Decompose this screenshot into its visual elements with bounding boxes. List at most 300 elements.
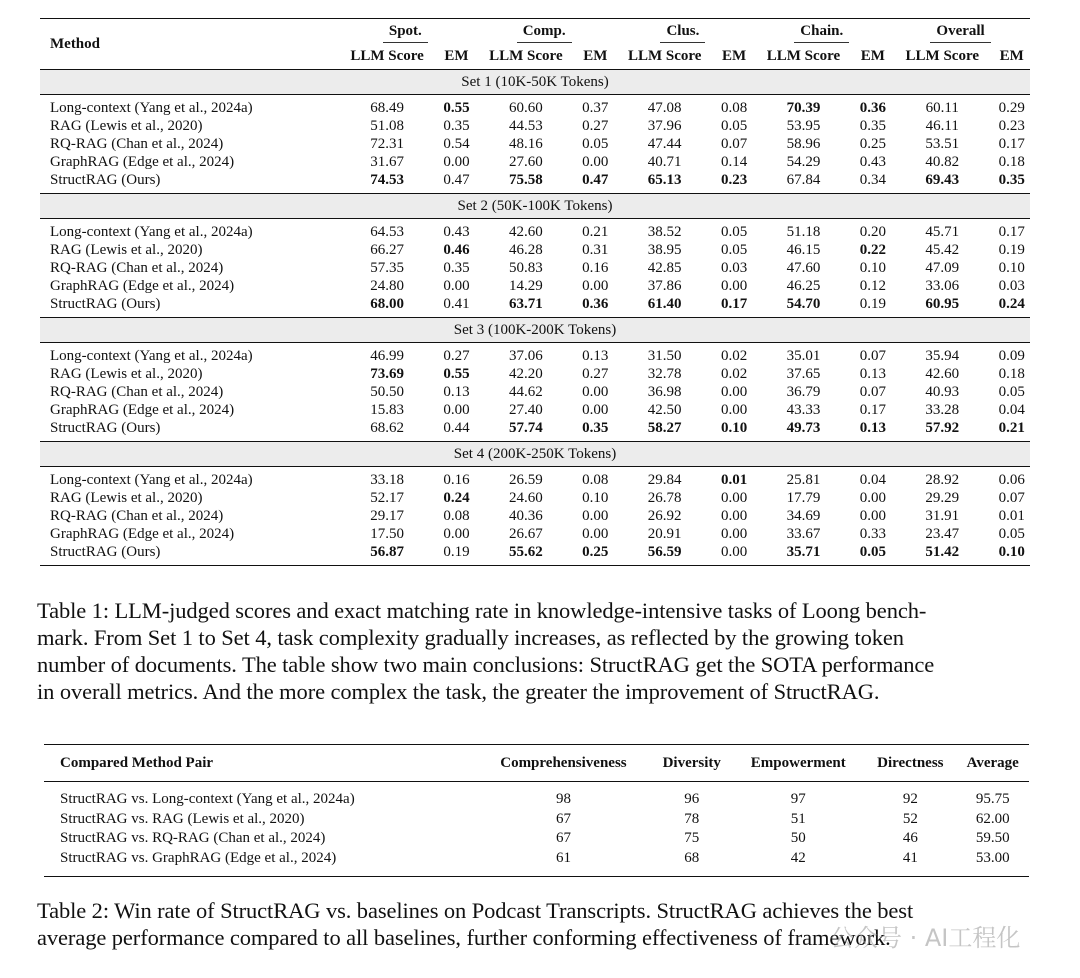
method-cell: StructRAG (Ours): [50, 296, 161, 312]
spacer-row: [44, 868, 1029, 877]
score-cell: 51.08: [370, 118, 404, 134]
score-cell: 58.27: [647, 420, 682, 436]
set-label: Set 1 (10K-50K Tokens): [40, 70, 1030, 95]
caption-line: Table 1: LLM-judged scores and exact matching rate in knowledge-intensive tasks of Loong bench-: [37, 598, 927, 623]
score-cell: 35.94: [925, 348, 960, 364]
score-cell: 50.50: [370, 384, 404, 400]
score-cell: 38.95: [647, 242, 682, 258]
score-cell: 0.00: [582, 402, 609, 418]
score-cell: 54.29: [786, 154, 821, 170]
score-cell: 0.13: [859, 420, 886, 436]
score-cell: 42.50: [647, 402, 682, 418]
score-cell: 26.78: [647, 490, 682, 506]
score-cell: 0.33: [859, 526, 886, 542]
score-cell: 44.62: [509, 384, 543, 400]
score-cell: 38.52: [647, 224, 682, 240]
score-cell: 32.78: [647, 366, 682, 382]
method-header: Method: [40, 19, 336, 70]
header-comprehensiveness: Comprehensiveness: [500, 754, 627, 771]
score-cell: 0.03: [720, 260, 748, 276]
score-cell: 33.28: [925, 402, 960, 418]
method-cell: Long-context (Yang et al., 2024a): [50, 100, 253, 116]
method-cell: RAG (Lewis et al., 2020): [50, 490, 203, 506]
table1-body: [40, 70, 1030, 566]
method-cell: GraphRAG (Edge et al., 2024): [50, 402, 235, 418]
sub-header-em: EM: [860, 48, 885, 64]
score-cell: 33.18: [370, 472, 404, 488]
score-cell: 47.08: [647, 100, 682, 116]
score-cell: 0.37: [582, 100, 609, 116]
method-cell: Long-context (Yang et al., 2024a): [50, 224, 253, 240]
score-cell: 0.00: [720, 526, 748, 542]
score-cell: 40.36: [509, 508, 543, 524]
score-cell: 0.44: [443, 420, 470, 436]
score-cell: 0.00: [720, 384, 748, 400]
table-row: [40, 525, 1030, 543]
score-cell: 31.67: [370, 154, 404, 170]
score-cell: 46.25: [786, 278, 821, 294]
table-row: [40, 135, 1030, 153]
score-cell: 69.43: [925, 172, 960, 188]
win-rate-cell: 61: [555, 849, 571, 866]
score-cell: 0.46: [443, 242, 470, 258]
score-cell: 37.86: [647, 278, 682, 294]
score-cell: 0.34: [859, 172, 886, 188]
score-cell: 0.19: [443, 544, 470, 560]
score-cell: 57.35: [370, 260, 404, 276]
win-rate-cell: 46: [902, 830, 918, 846]
score-cell: 47.44: [647, 136, 682, 152]
score-cell: 42.85: [647, 260, 682, 276]
win-rate-cell: 50: [790, 830, 806, 846]
set-row: [40, 442, 1030, 467]
score-cell: 31.50: [647, 348, 682, 364]
header-average: Average: [966, 754, 1019, 771]
score-cell: 53.51: [925, 136, 960, 152]
score-cell: 0.07: [720, 136, 748, 152]
set-row: [40, 194, 1030, 219]
score-cell: 0.00: [582, 278, 609, 294]
score-cell: 0.16: [443, 472, 470, 488]
sub-header-em: EM: [444, 48, 469, 64]
score-cell: 0.47: [582, 172, 609, 188]
table-row: [40, 277, 1030, 295]
score-cell: 46.11: [925, 118, 959, 134]
group-header-spot: Spot.: [336, 19, 475, 44]
set-row: [40, 70, 1030, 95]
score-cell: 0.14: [720, 154, 748, 170]
method-pair-cell: StructRAG vs. Long-context (Yang et al., 2024a): [60, 791, 355, 807]
score-cell: 0.00: [720, 278, 748, 294]
score-cell: 74.53: [370, 172, 404, 188]
score-cell: 0.05: [998, 526, 1025, 542]
score-cell: 0.35: [443, 260, 470, 276]
score-cell: 0.02: [720, 366, 748, 382]
table-row: [40, 383, 1030, 401]
score-cell: 51.18: [786, 224, 821, 240]
score-cell: 42.60: [509, 224, 543, 240]
score-cell: 0.55: [443, 366, 470, 382]
win-rate-cell: 97: [790, 791, 806, 807]
score-cell: 0.00: [582, 526, 609, 542]
table-row: [40, 295, 1030, 313]
win-rate-cell: 51: [790, 810, 806, 827]
score-cell: 46.28: [509, 242, 543, 258]
group-header-overall: Overall: [891, 19, 1030, 44]
caption-line: in overall metrics. And the more complex the task, the greater the improvement of StructRAG.: [37, 679, 880, 704]
score-cell: 51.42: [925, 544, 960, 560]
win-rate-cell: 67: [555, 830, 571, 846]
caption-line: Table 2: Win rate of StructRAG vs. baselines on Podcast Transcripts. StructRAG achieves the best: [37, 898, 914, 923]
score-cell: 0.36: [859, 100, 886, 116]
score-cell: 0.00: [443, 154, 470, 170]
spacer-cell: [44, 782, 1029, 791]
caption-line: number of documents. The table show two main conclusions: StructRAG get the SOTA performance: [37, 652, 935, 677]
method-cell: StructRAG (Ours): [50, 420, 161, 436]
score-cell: 0.55: [443, 100, 470, 116]
score-cell: 27.40: [509, 402, 543, 418]
method-cell: RAG (Lewis et al., 2020): [50, 366, 203, 382]
score-cell: 47.60: [786, 260, 821, 276]
score-cell: 0.41: [443, 296, 470, 312]
sub-header-llm-score: LLM Score: [489, 48, 563, 64]
score-cell: 0.47: [443, 172, 470, 188]
method-cell: Long-context (Yang et al., 2024a): [50, 472, 253, 488]
table-row: [40, 171, 1030, 189]
win-rate-cell: 67: [555, 810, 571, 827]
score-cell: 26.59: [509, 472, 543, 488]
score-cell: 37.06: [509, 348, 543, 364]
score-cell: 28.92: [925, 472, 960, 488]
score-cell: 31.91: [925, 508, 960, 524]
table-row: [40, 259, 1030, 277]
score-cell: 0.08: [443, 508, 470, 524]
caption-line: average performance compared to all baselines, further conforming effectiveness of framework.: [37, 925, 891, 950]
table-row: [40, 543, 1030, 561]
score-cell: 0.00: [582, 384, 609, 400]
score-cell: 56.87: [370, 544, 404, 560]
table-row: [44, 810, 1029, 830]
method-pair-cell: StructRAG vs. RAG (Lewis et al., 2020): [60, 810, 305, 827]
method-cell: Long-context (Yang et al., 2024a): [50, 348, 253, 364]
score-cell: 0.20: [859, 224, 886, 240]
score-cell: 57.92: [925, 420, 960, 436]
score-cell: 23.47: [925, 526, 960, 542]
score-cell: 0.05: [720, 118, 748, 134]
caption-line: mark. From Set 1 to Set 4, task complexity gradually increases, as reflected by the growing token: [37, 625, 904, 650]
table-row: [44, 849, 1029, 869]
score-cell: 75.58: [509, 172, 543, 188]
score-cell: 0.21: [998, 420, 1025, 436]
score-cell: 0.27: [582, 118, 609, 134]
score-cell: 40.82: [925, 154, 960, 170]
win-rate-cell: 92: [902, 791, 918, 807]
score-cell: 33.06: [925, 278, 960, 294]
score-cell: 72.31: [370, 136, 404, 152]
score-cell: 24.60: [509, 490, 543, 506]
score-cell: 68.00: [370, 296, 404, 312]
group-header-clus: Clus.: [614, 19, 753, 44]
method-pair-cell: StructRAG vs. RQ-RAG (Chan et al., 2024): [60, 830, 326, 846]
score-cell: 66.27: [370, 242, 404, 258]
score-cell: 26.92: [647, 508, 682, 524]
score-cell: 37.96: [647, 118, 682, 134]
sub-header-llm-score: LLM Score: [350, 48, 424, 64]
win-rate-cell: 68: [684, 849, 700, 866]
method-cell: GraphRAG (Edge et al., 2024): [50, 278, 235, 294]
score-cell: 64.53: [370, 224, 404, 240]
method-cell: StructRAG (Ours): [50, 544, 161, 560]
score-cell: 0.00: [582, 508, 609, 524]
table1-group-header-row: [40, 19, 1030, 44]
score-cell: 0.21: [582, 224, 609, 240]
score-cell: 0.00: [720, 490, 748, 506]
watermark: 公众号 · AI工程化: [830, 924, 1021, 952]
score-cell: 36.79: [786, 384, 821, 400]
score-cell: 0.00: [443, 526, 470, 542]
score-cell: 0.00: [582, 154, 609, 170]
score-cell: 0.19: [998, 242, 1025, 258]
score-cell: 0.06: [998, 472, 1025, 488]
header-empowerment: Empowerment: [750, 754, 846, 771]
score-cell: 0.17: [859, 402, 886, 418]
win-rate-cell: 96: [684, 791, 700, 807]
win-rate-cell: 59.50: [975, 830, 1010, 846]
score-cell: 29.29: [925, 490, 960, 506]
score-cell: 0.54: [443, 136, 470, 152]
score-cell: 0.10: [998, 544, 1025, 560]
score-cell: 49.73: [786, 420, 821, 436]
score-cell: 20.91: [647, 526, 682, 542]
score-cell: 0.00: [720, 402, 748, 418]
spacer-cell: [40, 561, 1030, 566]
score-cell: 60.60: [509, 100, 543, 116]
header-directness: Directness: [877, 754, 944, 771]
score-cell: 65.13: [647, 172, 682, 188]
table-row: [40, 401, 1030, 419]
score-cell: 0.08: [720, 100, 748, 116]
method-cell: RQ-RAG (Chan et al., 2024): [50, 260, 224, 276]
score-cell: 17.50: [370, 526, 404, 542]
method-cell: GraphRAG (Edge et al., 2024): [50, 154, 235, 170]
win-rate-cell: 62.00: [975, 810, 1010, 827]
table-row: [40, 419, 1030, 437]
score-cell: 67.84: [786, 172, 821, 188]
score-cell: 0.13: [443, 384, 470, 400]
set-row: [40, 318, 1030, 343]
win-rate-cell: 95.75: [975, 791, 1010, 807]
sub-header-em: EM: [583, 48, 608, 64]
score-cell: 36.98: [647, 384, 682, 400]
score-cell: 27.60: [509, 154, 543, 170]
score-cell: 50.83: [509, 260, 543, 276]
score-cell: 61.40: [647, 296, 682, 312]
score-cell: 0.17: [720, 296, 748, 312]
table2-header-row: [44, 745, 1029, 782]
table-row: [40, 117, 1030, 135]
win-rate-cell: 98: [555, 791, 571, 807]
win-rate-table: [44, 744, 1029, 877]
score-cell: 0.23: [720, 172, 748, 188]
score-cell: 0.05: [720, 224, 748, 240]
set-label: Set 4 (200K-250K Tokens): [40, 442, 1030, 467]
score-cell: 0.18: [998, 154, 1025, 170]
score-cell: 17.79: [786, 490, 821, 506]
table-row: [40, 347, 1030, 365]
score-cell: 54.70: [786, 296, 821, 312]
table-row: [40, 365, 1030, 383]
score-cell: 40.93: [925, 384, 960, 400]
score-cell: 40.71: [647, 154, 682, 170]
score-cell: 68.49: [370, 100, 404, 116]
table-row: [44, 829, 1029, 849]
score-cell: 29.17: [370, 508, 404, 524]
score-cell: 0.10: [720, 420, 748, 436]
score-cell: 0.23: [998, 118, 1025, 134]
method-cell: RQ-RAG (Chan et al., 2024): [50, 508, 224, 524]
score-cell: 0.13: [582, 348, 609, 364]
score-cell: 0.29: [998, 100, 1025, 116]
score-cell: 42.60: [925, 366, 960, 382]
table1-caption: [37, 597, 1037, 705]
score-cell: 68.62: [370, 420, 404, 436]
score-cell: 29.84: [647, 472, 682, 488]
score-cell: 37.65: [786, 366, 821, 382]
score-cell: 44.53: [509, 118, 543, 134]
score-cell: 33.67: [786, 526, 821, 542]
score-cell: 0.07: [859, 384, 886, 400]
score-cell: 0.05: [859, 544, 886, 560]
score-cell: 0.00: [859, 490, 886, 506]
win-rate-cell: 78: [684, 810, 700, 827]
table-row: [40, 471, 1030, 489]
table-row: [40, 241, 1030, 259]
score-cell: 0.16: [582, 260, 609, 276]
score-cell: 25.81: [786, 472, 821, 488]
score-cell: 52.17: [370, 490, 404, 506]
spacer-row: [44, 782, 1029, 791]
spacer-cell: [44, 868, 1029, 877]
score-cell: 0.07: [859, 348, 886, 364]
score-cell: 0.09: [998, 348, 1025, 364]
score-cell: 63.71: [509, 296, 543, 312]
table-row: [40, 153, 1030, 171]
score-cell: 73.69: [370, 366, 404, 382]
method-pair-cell: StructRAG vs. GraphRAG (Edge et al., 2024): [60, 849, 337, 866]
win-rate-cell: 53.00: [975, 849, 1010, 866]
score-cell: 0.18: [998, 366, 1025, 382]
header-diversity: Diversity: [662, 754, 721, 771]
score-cell: 0.35: [998, 172, 1025, 188]
score-cell: 53.95: [786, 118, 821, 134]
score-cell: 34.69: [786, 508, 821, 524]
score-cell: 0.31: [582, 242, 609, 258]
score-cell: 0.36: [582, 296, 609, 312]
score-cell: 46.99: [370, 348, 404, 364]
score-cell: 0.13: [859, 366, 886, 382]
sub-header-llm-score: LLM Score: [766, 48, 841, 64]
score-cell: 0.02: [720, 348, 748, 364]
score-cell: 0.10: [582, 490, 609, 506]
score-cell: 35.01: [786, 348, 821, 364]
sub-header-llm-score: LLM Score: [627, 48, 702, 64]
score-cell: 0.05: [998, 384, 1025, 400]
score-cell: 45.71: [925, 224, 960, 240]
score-cell: 35.71: [786, 544, 821, 560]
method-cell: GraphRAG (Edge et al., 2024): [50, 526, 235, 542]
win-rate-cell: 52: [902, 810, 918, 827]
sub-header-em: EM: [721, 48, 747, 64]
score-cell: 0.01: [998, 508, 1025, 524]
spacer-row: [40, 561, 1030, 566]
score-cell: 60.95: [925, 296, 960, 312]
score-cell: 0.05: [720, 242, 748, 258]
score-cell: 24.80: [370, 278, 404, 294]
score-cell: 45.42: [925, 242, 960, 258]
score-cell: 55.62: [509, 544, 543, 560]
sub-header-llm-score: LLM Score: [905, 48, 979, 64]
method-cell: RQ-RAG (Chan et al., 2024): [50, 136, 224, 152]
results-table-loong: [40, 18, 1030, 566]
score-cell: 56.59: [647, 544, 682, 560]
method-cell: RAG (Lewis et al., 2020): [50, 242, 203, 258]
score-cell: 0.03: [998, 278, 1025, 294]
score-cell: 0.00: [720, 508, 748, 524]
score-cell: 0.00: [443, 278, 470, 294]
set-label: Set 2 (50K-100K Tokens): [40, 194, 1030, 219]
score-cell: 57.74: [509, 420, 543, 436]
group-header-comp: Comp.: [475, 19, 614, 44]
score-cell: 70.39: [786, 100, 821, 116]
table-row: [40, 489, 1030, 507]
score-cell: 43.33: [786, 402, 821, 418]
score-cell: 0.35: [443, 118, 470, 134]
method-cell: RAG (Lewis et al., 2020): [50, 118, 203, 134]
win-rate-cell: 42: [790, 849, 806, 866]
score-cell: 15.83: [370, 402, 404, 418]
table-row: [40, 507, 1030, 525]
score-cell: 0.43: [443, 224, 470, 240]
score-cell: 0.10: [998, 260, 1025, 276]
score-cell: 47.09: [925, 260, 960, 276]
score-cell: 0.17: [998, 136, 1025, 152]
table2-body: [44, 782, 1029, 877]
score-cell: 0.24: [998, 296, 1025, 312]
score-cell: 0.08: [582, 472, 609, 488]
score-cell: 0.01: [720, 472, 748, 488]
score-cell: 0.22: [859, 242, 886, 258]
score-cell: 0.35: [859, 118, 886, 134]
set-label: Set 3 (100K-200K Tokens): [40, 318, 1030, 343]
score-cell: 0.05: [582, 136, 609, 152]
win-rate-cell: 41: [902, 849, 918, 866]
score-cell: 0.00: [720, 544, 748, 560]
score-cell: 26.67: [509, 526, 543, 542]
score-cell: 0.10: [859, 260, 886, 276]
win-rate-cell: 75: [684, 830, 700, 846]
score-cell: 14.29: [509, 278, 543, 294]
score-cell: 0.17: [998, 224, 1025, 240]
score-cell: 0.24: [443, 490, 470, 506]
score-cell: 0.35: [582, 420, 609, 436]
score-cell: 0.04: [998, 402, 1025, 418]
score-cell: 0.25: [859, 136, 886, 152]
score-cell: 46.15: [786, 242, 821, 258]
score-cell: 0.27: [582, 366, 609, 382]
score-cell: 0.25: [582, 544, 609, 560]
method-cell: RQ-RAG (Chan et al., 2024): [50, 384, 224, 400]
score-cell: 0.19: [859, 296, 886, 312]
